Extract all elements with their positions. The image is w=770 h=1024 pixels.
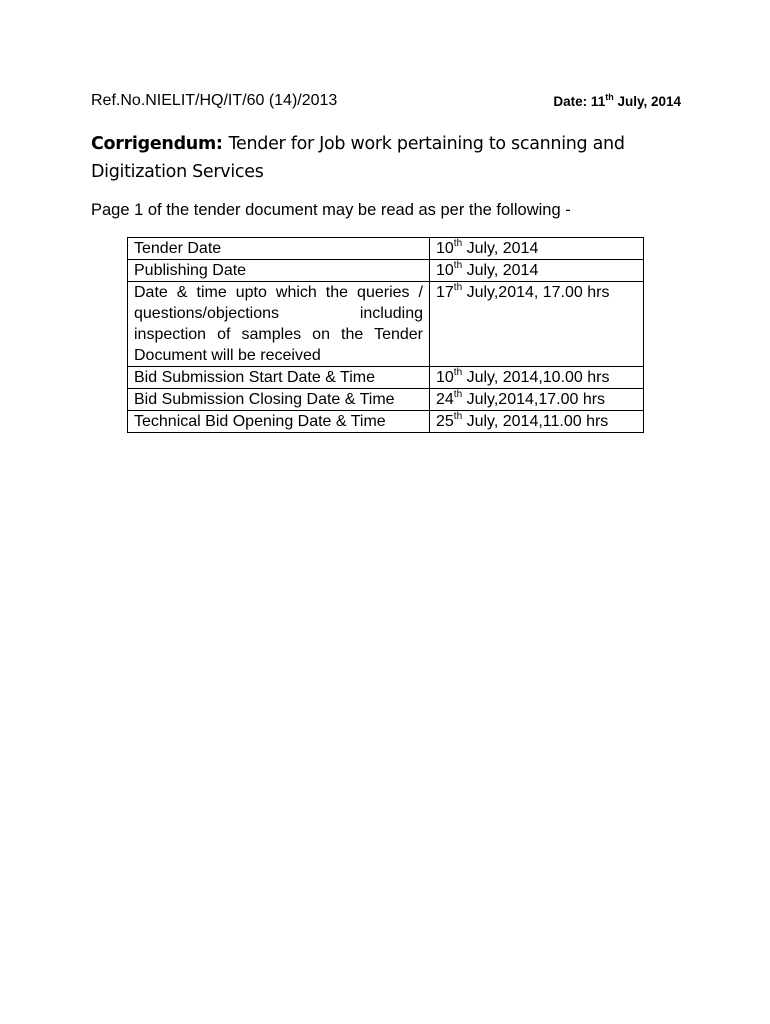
date-day: 25 [436,413,454,430]
table-row [128,411,644,433]
date-suffix: th [453,389,463,400]
date-suffix: th [453,411,463,422]
date-rest: July, 2014,11.00 hrs [462,413,609,430]
date-rest: July, 2014,10.00 hrs [462,369,610,386]
event-cell: Bid Submission Start Date & Time [128,367,430,389]
date-day: 17 [436,284,454,301]
table-row [128,389,644,411]
document-date-suffix: th [605,92,614,102]
date-day: 10 [436,262,454,279]
subject-text: Tender for Job work pertaining to scanning and Digitization Services [91,134,625,182]
document-date-rest: July, 2014 [613,94,681,109]
date-cell [430,411,644,433]
event-cell: Bid Submission Closing Date & Time [128,389,430,411]
date-cell [430,238,644,260]
date-suffix: th [453,238,463,249]
subject-label: Corrigendum: [91,134,223,154]
date-rest: July,2014, 17.00 hrs [462,284,610,301]
date-cell [430,389,644,411]
date-rest: July, 2014 [462,240,539,257]
date-cell [430,260,644,282]
subject-line [91,130,631,186]
document-date [553,94,681,109]
date-day: 10 [436,240,454,257]
reference-line [91,92,681,116]
date-rest: July, 2014 [462,262,539,279]
document-date-prefix: Date: 11 [553,94,606,109]
event-cell: Publishing Date [128,260,430,282]
table-row [128,260,644,282]
intro-text: Page 1 of the tender document may be read as per the following - [91,201,571,219]
table-row [128,282,644,367]
reference-number: Ref.No.NIELIT/HQ/IT/60 (14)/2013 [91,92,338,109]
tender-schedule-table [127,237,644,433]
date-suffix: th [453,260,463,271]
event-cell: Date & time upto which the queries / questions/objections including inspection of samples on the Tender Document will be received [128,282,430,367]
date-suffix: th [453,282,463,293]
event-cell: Technical Bid Opening Date & Time [128,411,430,433]
date-suffix: th [453,367,463,378]
date-cell [430,282,644,367]
date-cell [430,367,644,389]
date-rest: July,2014,17.00 hrs [462,391,606,408]
table-row [128,238,644,260]
table-row [128,367,644,389]
date-day: 24 [436,391,454,408]
event-cell: Tender Date [128,238,430,260]
date-day: 10 [436,369,454,386]
